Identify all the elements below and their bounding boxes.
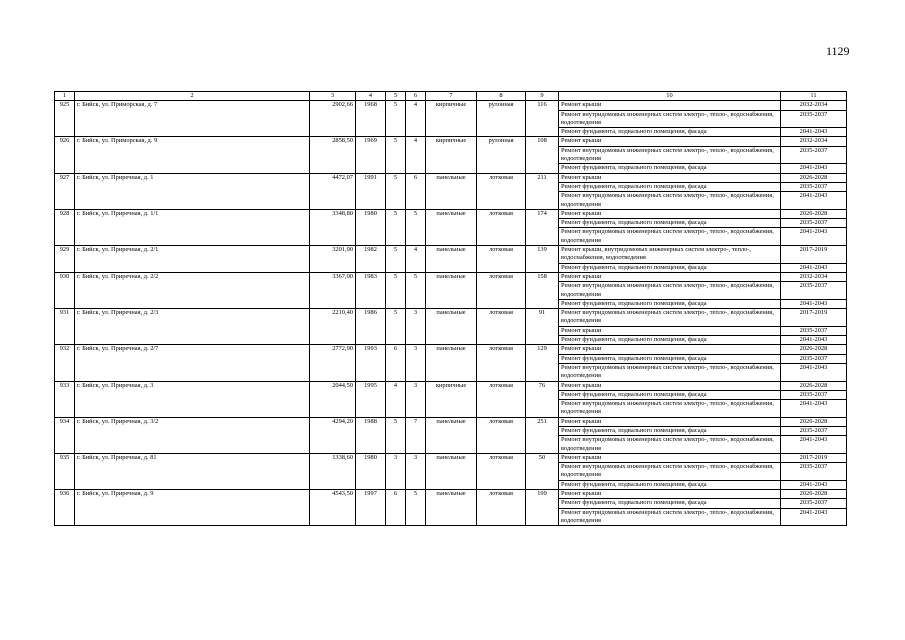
period-cell: 2026-2028 (781, 417, 847, 426)
address-cell: г. Бийск, ул. Приморская, д. 7 (75, 101, 310, 137)
year-cell: 1980 (356, 209, 386, 245)
period-cell: 2032-2034 (781, 101, 847, 110)
header-cell: 7 (426, 92, 477, 101)
period-cell: 2026-2028 (781, 490, 847, 499)
header-cell: 10 (559, 92, 781, 101)
period-cell: 2041-2043 (781, 192, 847, 210)
work-type-cell: Ремонт внутридомовых инженерных систем электро-, тепло-, водоснабжения, водоотведения (559, 146, 781, 164)
address-cell: г. Бийск, ул. Приречная, д. 81 (75, 453, 310, 489)
work-type-cell: Ремонт фундамента, подвального помещения, фасада (559, 336, 781, 345)
house-number-cell: 932 (55, 345, 75, 381)
header-cell: 11 (781, 92, 847, 101)
work-type-cell: Ремонт фундамента, подвального помещения, фасада (559, 426, 781, 435)
year-cell: 1988 (356, 417, 386, 453)
floors-cell: 5 (386, 246, 406, 273)
floors-cell: 5 (386, 309, 406, 345)
work-type-cell: Ремонт крыши (559, 209, 781, 218)
area-cell: 2210,40 (310, 309, 356, 345)
area-cell: 4294,20 (310, 417, 356, 453)
work-type-cell: Ремонт внутридомовых инженерных систем электро-, тепло-, водоснабжения, водоотведения (559, 363, 781, 381)
area-cell: 2902,66 (310, 101, 356, 137)
roof-type-cell: лотковая (477, 209, 526, 245)
address-cell: г. Бийск, ул. Приречная, д. 2/2 (75, 272, 310, 308)
period-cell: 2041-2043 (781, 436, 847, 454)
entrances-cell: 7 (406, 417, 426, 453)
area-cell: 2044,50 (310, 381, 356, 417)
work-type-cell: Ремонт внутридомовых инженерных систем электро-, тепло-, водоснабжения, водоотведения (559, 110, 781, 128)
work-type-cell: Ремонт внутридомовых инженерных систем электро-, тепло-, водоснабжения, водоотведения (559, 192, 781, 210)
wall-material-cell: кирпичные (426, 101, 477, 137)
count-cell: 139 (526, 246, 559, 273)
roof-type-cell: лотковая (477, 345, 526, 381)
address-cell: г. Бийск, ул. Приречная, д. 2/1 (75, 246, 310, 273)
work-type-cell: Ремонт внутридомовых инженерных систем электро-, тепло-, водоснабжения, водоотведения (559, 463, 781, 481)
period-cell: 2026-2028 (781, 173, 847, 182)
area-cell: 4472,07 (310, 173, 356, 209)
period-cell: 2026-2028 (781, 209, 847, 218)
house-number-cell: 929 (55, 246, 75, 273)
floors-cell: 5 (386, 137, 406, 173)
wall-material-cell: панельные (426, 345, 477, 381)
roof-type-cell: лотковая (477, 490, 526, 526)
floors-cell: 5 (386, 173, 406, 209)
entrances-cell: 3 (406, 453, 426, 489)
roof-type-cell: лотковая (477, 272, 526, 308)
header-cell: 4 (356, 92, 386, 101)
table-row (55, 101, 847, 110)
roof-type-cell: лотковая (477, 173, 526, 209)
roof-type-cell: лотковая (477, 453, 526, 489)
period-cell: 2041-2043 (781, 228, 847, 246)
roof-type-cell: лотковая (477, 246, 526, 273)
period-cell: 2026-2028 (781, 345, 847, 354)
year-cell: 1986 (356, 309, 386, 345)
header-cell: 9 (526, 92, 559, 101)
house-number-cell: 926 (55, 137, 75, 173)
house-number-cell: 930 (55, 272, 75, 308)
year-cell: 1991 (356, 173, 386, 209)
header-cell: 2 (75, 92, 310, 101)
period-cell: 2017-2019 (781, 309, 847, 327)
work-type-cell: Ремонт фундамента, подвального помещения, фасада (559, 299, 781, 308)
roof-type-cell: лотковая (477, 417, 526, 453)
year-cell: 1982 (356, 246, 386, 273)
count-cell: 211 (526, 173, 559, 209)
work-type-cell: Ремонт крыши, внутридомовых инженерных систем электро-, тепло-, водоснабжения, водоотведения (559, 246, 781, 264)
entrances-cell: 3 (406, 309, 426, 345)
roof-type-cell: лотковая (477, 381, 526, 417)
floors-cell: 5 (386, 417, 406, 453)
roof-type-cell: рулонная (477, 137, 526, 173)
house-number-cell: 934 (55, 417, 75, 453)
period-cell: 2035-2037 (781, 463, 847, 481)
period-cell: 2041-2043 (781, 400, 847, 418)
work-type-cell: Ремонт крыши (559, 345, 781, 354)
period-cell: 2017-2019 (781, 246, 847, 264)
period-cell: 2035-2037 (781, 219, 847, 228)
area-cell: 2772,90 (310, 345, 356, 381)
table-row (55, 137, 847, 146)
work-type-cell: Ремонт крыши (559, 101, 781, 110)
period-cell: 2041-2043 (781, 164, 847, 173)
table-row (55, 453, 847, 462)
year-cell: 1983 (356, 272, 386, 308)
table-row (55, 309, 847, 327)
count-cell: 199 (526, 490, 559, 526)
period-cell: 2041-2043 (781, 336, 847, 345)
work-type-cell: Ремонт фундамента, подвального помещения, фасада (559, 499, 781, 508)
table-row (55, 490, 847, 499)
address-cell: г. Бийск, ул. Приречная, д. 3/2 (75, 417, 310, 453)
column-number-row (55, 92, 847, 101)
year-cell: 1969 (356, 137, 386, 173)
work-type-cell: Ремонт крыши (559, 453, 781, 462)
work-type-cell: Ремонт фундамента, подвального помещения, фасада (559, 480, 781, 489)
wall-material-cell: панельные (426, 272, 477, 308)
work-type-cell: Ремонт крыши (559, 272, 781, 281)
address-cell: г. Бийск, ул. Приречная, д. 3 (75, 381, 310, 417)
area-cell: 3201,90 (310, 246, 356, 273)
work-type-cell: Ремонт внутридомовых инженерных систем электро-, тепло-, водоснабжения, водоотведения (559, 282, 781, 300)
table-row (55, 417, 847, 426)
floors-cell: 5 (386, 101, 406, 137)
year-cell: 1995 (356, 381, 386, 417)
house-number-cell: 927 (55, 173, 75, 209)
wall-material-cell: панельные (426, 246, 477, 273)
address-cell: г. Бийск, ул. Приречная, д. 9 (75, 490, 310, 526)
address-cell: г. Бийск, ул. Приречная, д. 1/1 (75, 209, 310, 245)
period-cell: 2041-2043 (781, 363, 847, 381)
work-type-cell: Ремонт внутридомовых инженерных систем электро-, тепло-, водоснабжения, водоотведения (559, 228, 781, 246)
work-type-cell: Ремонт крыши (559, 137, 781, 146)
floors-cell: 3 (386, 453, 406, 489)
year-cell: 1997 (356, 490, 386, 526)
floors-cell: 5 (386, 272, 406, 308)
table-row (55, 272, 847, 281)
repair-schedule-table (54, 91, 847, 526)
year-cell: 1993 (356, 345, 386, 381)
work-type-cell: Ремонт крыши (559, 490, 781, 499)
work-type-cell: Ремонт крыши (559, 381, 781, 390)
period-cell: 2041-2043 (781, 508, 847, 526)
period-cell: 2035-2037 (781, 110, 847, 128)
count-cell: 108 (526, 137, 559, 173)
entrances-cell: 3 (406, 345, 426, 381)
entrances-cell: 5 (406, 490, 426, 526)
wall-material-cell: панельные (426, 209, 477, 245)
period-cell: 2041-2043 (781, 263, 847, 272)
wall-material-cell: панельные (426, 173, 477, 209)
wall-material-cell: кирпичные (426, 137, 477, 173)
header-cell: 8 (477, 92, 526, 101)
period-cell: 2035-2037 (781, 182, 847, 191)
period-cell: 2035-2037 (781, 390, 847, 399)
wall-material-cell: панельные (426, 309, 477, 345)
entrances-cell: 5 (406, 272, 426, 308)
period-cell: 2041-2043 (781, 480, 847, 489)
period-cell: 2041-2043 (781, 299, 847, 308)
area-cell: 1338,60 (310, 453, 356, 489)
period-cell: 2035-2037 (781, 326, 847, 335)
house-number-cell: 925 (55, 101, 75, 137)
entrances-cell: 6 (406, 173, 426, 209)
count-cell: 116 (526, 101, 559, 137)
floors-cell: 4 (386, 381, 406, 417)
area-cell: 4543,50 (310, 490, 356, 526)
floors-cell: 5 (386, 209, 406, 245)
period-cell: 2041-2043 (781, 128, 847, 137)
period-cell: 2035-2037 (781, 282, 847, 300)
count-cell: 76 (526, 381, 559, 417)
header-cell: 6 (406, 92, 426, 101)
area-cell: 3367,00 (310, 272, 356, 308)
count-cell: 174 (526, 209, 559, 245)
entrances-cell: 4 (406, 246, 426, 273)
area-cell: 3348,80 (310, 209, 356, 245)
work-type-cell: Ремонт фундамента, подвального помещения, фасада (559, 128, 781, 137)
period-cell: 2035-2037 (781, 146, 847, 164)
count-cell: 50 (526, 453, 559, 489)
header-cell: 5 (386, 92, 406, 101)
entrances-cell: 4 (406, 101, 426, 137)
wall-material-cell: панельные (426, 490, 477, 526)
house-number-cell: 933 (55, 381, 75, 417)
count-cell: 91 (526, 309, 559, 345)
address-cell: г. Бийск, ул. Приречная, д. 1 (75, 173, 310, 209)
table-row (55, 246, 847, 264)
table-row (55, 381, 847, 390)
table-row (55, 345, 847, 354)
work-type-cell: Ремонт внутридомовых инженерных систем электро-, тепло-, водоснабжения, водоотведения (559, 309, 781, 327)
entrances-cell: 4 (406, 137, 426, 173)
work-type-cell: Ремонт крыши (559, 417, 781, 426)
wall-material-cell: кирпичные (426, 381, 477, 417)
work-type-cell: Ремонт фундамента, подвального помещения, фасада (559, 390, 781, 399)
roof-type-cell: рулонная (477, 101, 526, 137)
floors-cell: 6 (386, 345, 406, 381)
period-cell: 2035-2037 (781, 426, 847, 435)
period-cell: 2032-2034 (781, 137, 847, 146)
year-cell: 1980 (356, 453, 386, 489)
work-type-cell: Ремонт фундамента, подвального помещения, фасада (559, 263, 781, 272)
header-cell: 3 (310, 92, 356, 101)
area-cell: 2858,50 (310, 137, 356, 173)
count-cell: 251 (526, 417, 559, 453)
work-type-cell: Ремонт фундамента, подвального помещения, фасада (559, 219, 781, 228)
table-row (55, 173, 847, 182)
floors-cell: 6 (386, 490, 406, 526)
house-number-cell: 931 (55, 309, 75, 345)
period-cell: 2032-2034 (781, 272, 847, 281)
address-cell: г. Бийск, ул. Приречная, д. 2/7 (75, 345, 310, 381)
house-number-cell: 936 (55, 490, 75, 526)
roof-type-cell: лотковая (477, 309, 526, 345)
count-cell: 158 (526, 272, 559, 308)
period-cell: 2035-2037 (781, 354, 847, 363)
period-cell: 2026-2028 (781, 381, 847, 390)
work-type-cell: Ремонт крыши (559, 173, 781, 182)
wall-material-cell: панельные (426, 453, 477, 489)
period-cell: 2017-2019 (781, 453, 847, 462)
house-number-cell: 935 (55, 453, 75, 489)
house-number-cell: 928 (55, 209, 75, 245)
period-cell: 2035-2037 (781, 499, 847, 508)
address-cell: г. Бийск, ул. Приморская, д. 9 (75, 137, 310, 173)
entrances-cell: 5 (406, 209, 426, 245)
entrances-cell: 3 (406, 381, 426, 417)
work-type-cell: Ремонт крыши (559, 326, 781, 335)
address-cell: г. Бийск, ул. Приречная, д. 2/3 (75, 309, 310, 345)
count-cell: 129 (526, 345, 559, 381)
page-number: 1129 (826, 44, 850, 58)
work-type-cell: Ремонт внутридомовых инженерных систем электро-, тепло-, водоснабжения, водоотведения (559, 508, 781, 526)
wall-material-cell: панельные (426, 417, 477, 453)
work-type-cell: Ремонт фундамента, подвального помещения, фасада (559, 164, 781, 173)
year-cell: 1968 (356, 101, 386, 137)
work-type-cell: Ремонт фундамента, подвального помещения, фасада (559, 354, 781, 363)
work-type-cell: Ремонт внутридомовых инженерных систем электро-, тепло-, водоснабжения, водоотведения (559, 436, 781, 454)
work-type-cell: Ремонт фундамента, подвального помещения, фасада (559, 182, 781, 191)
header-cell: 1 (55, 92, 75, 101)
work-type-cell: Ремонт внутридомовых инженерных систем электро-, тепло-, водоснабжения, водоотведения (559, 400, 781, 418)
table-row (55, 209, 847, 218)
